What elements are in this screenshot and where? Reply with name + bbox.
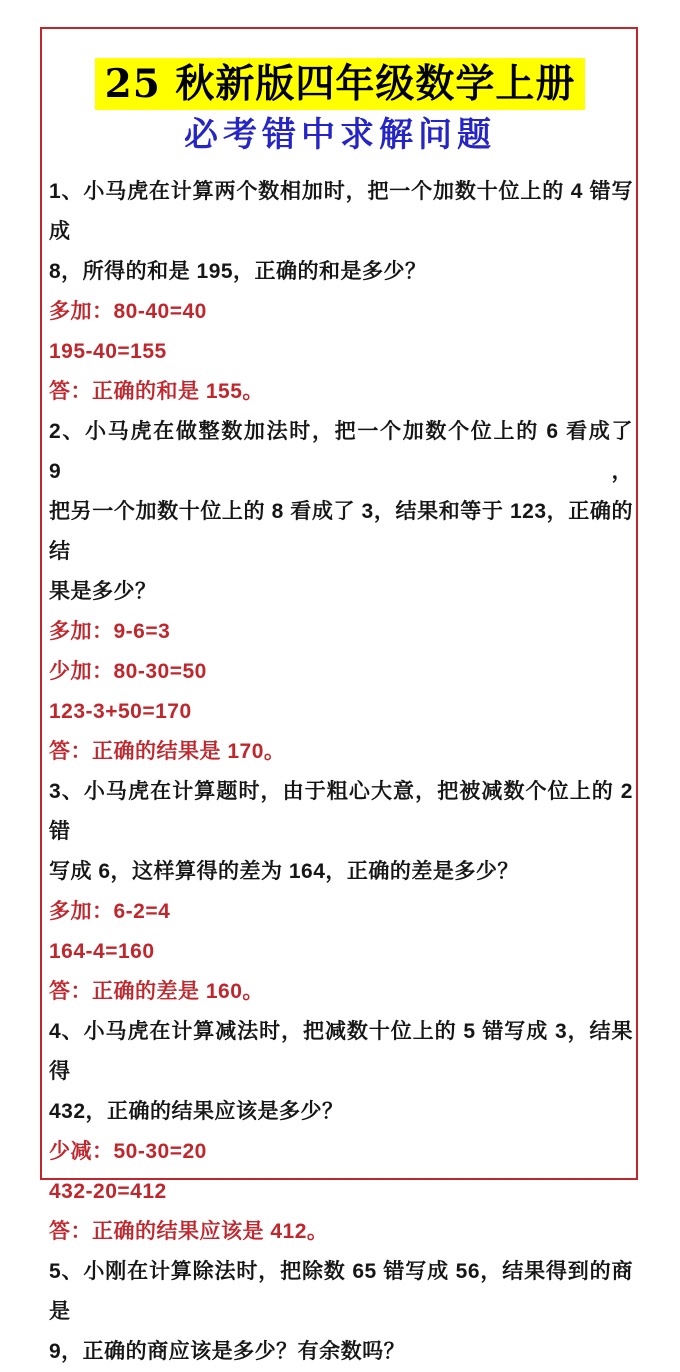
solution-line: 多加：6-2=4 <box>49 900 171 923</box>
solution-line: 答：正确的结果是 170。 <box>49 740 286 763</box>
problem-line: 3、小马虎在计算题时，由于粗心大意，把被减数个位上的 2 错 <box>49 780 640 843</box>
problem-line: 把另一个加数十位上的 8 看成了 3，结果和等于 123，正确的结 <box>49 500 633 563</box>
solution-line: 164-4=160 <box>49 940 155 963</box>
solution-line: 答：正确的差是 160。 <box>49 980 264 1003</box>
solution-line: 答：正确的结果应该是 412。 <box>49 1220 329 1243</box>
solution-line: 少加：80-30=50 <box>49 660 207 683</box>
worksheet-lines <box>49 172 640 1372</box>
solution-line: 多加：9-6=3 <box>49 620 171 643</box>
solution-line: 432-20=412 <box>49 1180 167 1203</box>
solution-line: 多加：80-40=40 <box>49 300 207 323</box>
problem-line: 9，正确的商应该是多少？有余数吗？ <box>49 1340 406 1363</box>
page-subtitle: 必考错中求解问题 <box>184 115 496 155</box>
solution-line: 123-3+50=170 <box>49 700 192 723</box>
title-row <box>0 58 680 110</box>
subtitle-row <box>0 113 680 157</box>
problem-line: 4、小马虎在计算减法时，把减数十位上的 5 错写成 3，结果得 <box>49 1020 633 1083</box>
solution-line: 少减：50-30=20 <box>49 1140 207 1163</box>
problem-line: 2、小马虎在做整数加法时，把一个加数个位上的 6 看成了 9， <box>49 420 640 483</box>
problem-line: 1、小马虎在计算两个数相加时，把一个加数十位上的 4 错写成 <box>49 180 633 243</box>
problem-line: 写成 6，这样算得的差为 164，正确的差是多少？ <box>49 860 519 883</box>
problem-line: 8，所得的和是 195，正确的和是多少？ <box>49 260 427 283</box>
page-title: 25 秋新版四年级数学上册 <box>95 58 586 110</box>
problem-line: 果是多少？ <box>49 580 157 603</box>
problem-line: 5、小刚在计算除法时，把除数 65 错写成 56，结果得到的商是 <box>49 1260 633 1323</box>
solution-line: 答：正确的和是 155。 <box>49 380 264 403</box>
solution-line: 195-40=155 <box>49 340 167 363</box>
problem-line: 432，正确的结果应该是多少？ <box>49 1100 344 1123</box>
